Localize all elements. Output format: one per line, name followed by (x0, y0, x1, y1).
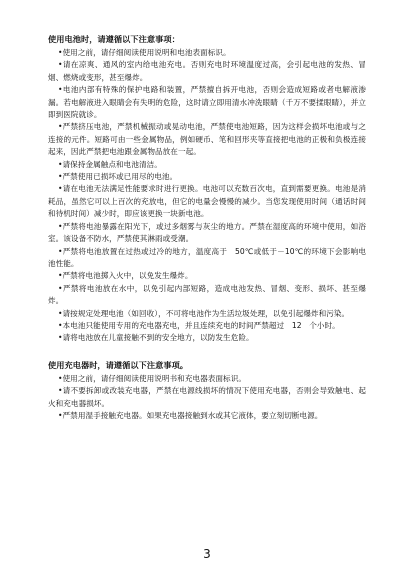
page-number: 3 (203, 547, 211, 561)
battery-section-heading: 使用电池时，请遵循以下注意事项： (48, 34, 180, 44)
battery-item: •严禁使用已损坏或已用尽的电池。 (58, 172, 178, 182)
charger-item: •严禁用湿手接触充电器。如果充电器接触到水或其它液体，要立刻切断电源。 (58, 410, 323, 420)
battery-item: •严禁将电池掷入火中，以免发生爆炸。 (58, 271, 193, 281)
section-spacer (48, 345, 366, 359)
battery-item: •严禁将电池放置在过热或过冷的地方，温度高于 50℃或低于－10℃的环境下会影响电池性能。 (48, 246, 366, 268)
charger-item: •请不要拆卸或改装充电器，严禁在电源线损坏的情况下使用充电器，否则会导致触电、起火和充电器损坏。 (48, 386, 366, 408)
battery-item: •请将电池放在儿童接触不到的安全地方，以防发生危险。 (58, 333, 254, 343)
battery-item: •请按规定处理电池（如回收），不可将电池作为生活垃圾处理，以免引起爆炸和污染。 (58, 308, 350, 318)
battery-item: •严禁将电池暴露在阳光下，或过多烟雾与灰尘的地方。严禁在湿度高的环境中使用，如浴室。该设备不防水，严禁使其淋雨或受潮。 (48, 221, 366, 244)
battery-item: •请保持金属触点和电池清洁。 (58, 159, 162, 169)
charger-section-heading: 使用充电器时，请遵循以下注意事项。 (48, 359, 189, 370)
battery-item: •使用之前，请仔细阅读使用说明和电池表面标识。 (58, 48, 231, 57)
battery-item: •严禁将电池放在水中，以免引起内部短路，造成电池发热、冒烟、变形、损坏、甚至爆炸。 (48, 283, 366, 306)
battery-item: •请在凉爽、通风的室内给电池充电。否则充电时环境温度过高，会引起电池的发热、冒烟、燃烧或变形，甚至爆炸。 (48, 60, 366, 82)
battery-item: •电池内部有特殊的保护电路和装置，严禁擅自拆开电池，否则会造成短路或者电解液渗漏。若电解液进入眼睛会有失明的危险，这时请立即用清水冲洗眼睛（千万不要揉眼睛），并立即到医院就诊。 (48, 85, 366, 120)
battery-item: •请在电池无法满足性能要求时进行更换。电池可以充数百次电，直到需要更换。电池是消耗品，虽然它可以上百次的充放电，但它的电量会慢慢的减少。当您发现使用时间（通话时间和待机时间）减少时，即应该更换一块新电池。 (48, 184, 366, 219)
battery-item: •严禁挤压电池，严禁机械振动或晃动电池，严禁使电池短路，因为这样会损坏电池或与之连接的元件。短路可由一些金属物品，例如硬币、笔和回形夹等直接把电池的正极和负极连接起来，因此严禁把电池跟金属物品放在一起。 (48, 122, 366, 157)
battery-item: •本电池只能使用专用的充电器充电，并且连续充电的时间严禁超过 12 个小时。 (58, 320, 340, 330)
charger-item: •使用之前，请仔细阅读使用说明书和充电器表面标识。 (58, 373, 246, 383)
